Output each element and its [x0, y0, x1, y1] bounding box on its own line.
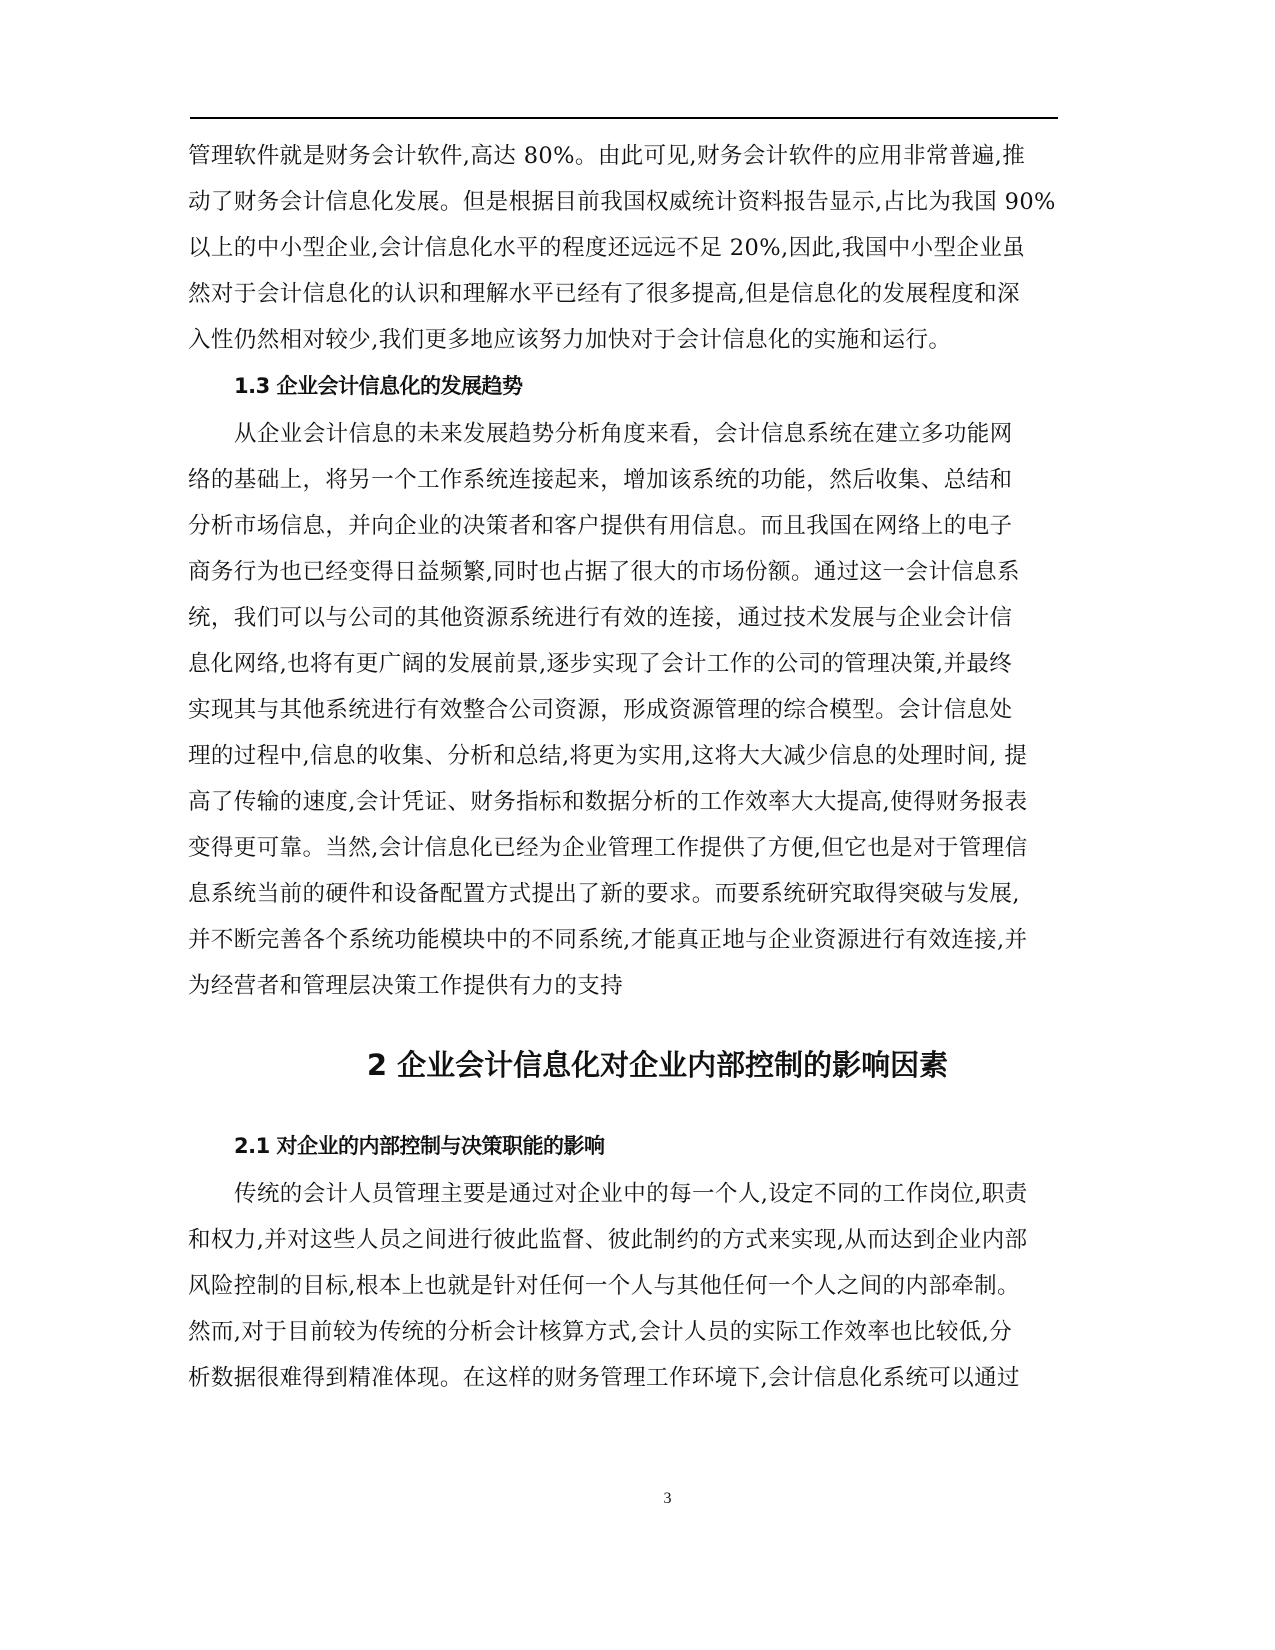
- section-heading-2-1: 2.1 对企业的内部控制与决策职能的影响: [234, 1134, 605, 1158]
- text-line: 然对于会计信息化的认识和理解水平已经有了很多提高,但是信息化的发展程度和深: [188, 281, 1020, 307]
- text-line: 高了传输的速度,会计凭证、财务指标和数据分析的工作效率大大提高,使得财务报表: [188, 789, 1028, 815]
- text-line: 动了财务会计信息化发展。但是根据目前我国权威统计资料报告显示,占比为我国 90%: [188, 189, 1056, 215]
- text-line: 息化网络,也将有更广阔的发展前景,逐步实现了会计工作的公司的管理决策,并最终: [188, 651, 1013, 677]
- text-line: 变得更可靠。当然,会计信息化已经为企业管理工作提供了方便,但它也是对于管理信: [188, 835, 1028, 861]
- text-line: 息系统当前的硬件和设备配置方式提出了新的要求。而要系统研究取得突破与发展,: [188, 881, 1020, 907]
- text-line: 络的基础上，将另一个工作系统连接起来，增加该系统的功能，然后收集、总结和: [188, 467, 1013, 493]
- text-line: 并不断完善各个系统功能模块中的不同系统,才能真正地与企业资源进行有效连接,并: [188, 927, 1028, 953]
- text-line: 入性仍然相对较少,我们更多地应该努力加快对于会计信息化的实施和运行。: [188, 327, 952, 353]
- text-line: 管理软件就是财务会计软件,高达 80%。由此可见,财务会计软件的应用非常普遍,推: [188, 143, 1026, 169]
- text-line: 商务行为也已经变得日益频繁,同时也占据了很大的市场份额。通过这一会计信息系: [188, 559, 1020, 585]
- text-line: 为经营者和管理层决策工作提供有力的支持: [188, 973, 624, 999]
- header-rule: [190, 117, 1058, 119]
- text-line: 分析市场信息，并向企业的决策者和客户提供有用信息。而且我国在网络上的电子: [188, 513, 1013, 539]
- text-line: 传统的会计人员管理主要是通过对企业中的每一个人,设定不同的工作岗位,职责: [234, 1181, 1028, 1207]
- text-line: 理的过程中,信息的收集、分析和总结,将更为实用,这将大大减少信息的处理时间, 提: [188, 743, 1028, 769]
- text-line: 统，我们可以与公司的其他资源系统进行有效的连接，通过技术发展与企业会计信: [188, 605, 1013, 631]
- text-line: 从企业会计信息的未来发展趋势分析角度来看，会计信息系统在建立多功能网: [234, 421, 1013, 447]
- text-line: 风险控制的目标,根本上也就是针对任何一个人与其他任何一个人之间的内部牵制。: [188, 1273, 1020, 1299]
- section-heading-1-3: 1.3 企业会计信息化的发展趋势: [234, 374, 523, 398]
- text-line: 和权力,并对这些人员之间进行彼此监督、彼此制约的方式来实现,从而达到企业内部: [188, 1227, 1028, 1253]
- chapter-heading-2: 2 企业会计信息化对企业内部控制的影响因素: [366, 1048, 949, 1082]
- text-line: 实现其与其他系统进行有效整合公司资源，形成资源管理的综合模型。会计信息处: [188, 697, 1013, 723]
- text-line: 以上的中小型企业,会计信息化水平的程度还远远不足 20%,因此,我国中小型企业虽: [188, 235, 1026, 261]
- text-line: 然而,对于目前较为传统的分析会计核算方式,会计人员的实际工作效率也比较低,分: [188, 1319, 1013, 1345]
- page-number: 3: [663, 1490, 672, 1507]
- text-line: 析数据很难得到精准体现。在这样的财务管理工作环境下,会计信息化系统可以通过: [188, 1365, 1020, 1391]
